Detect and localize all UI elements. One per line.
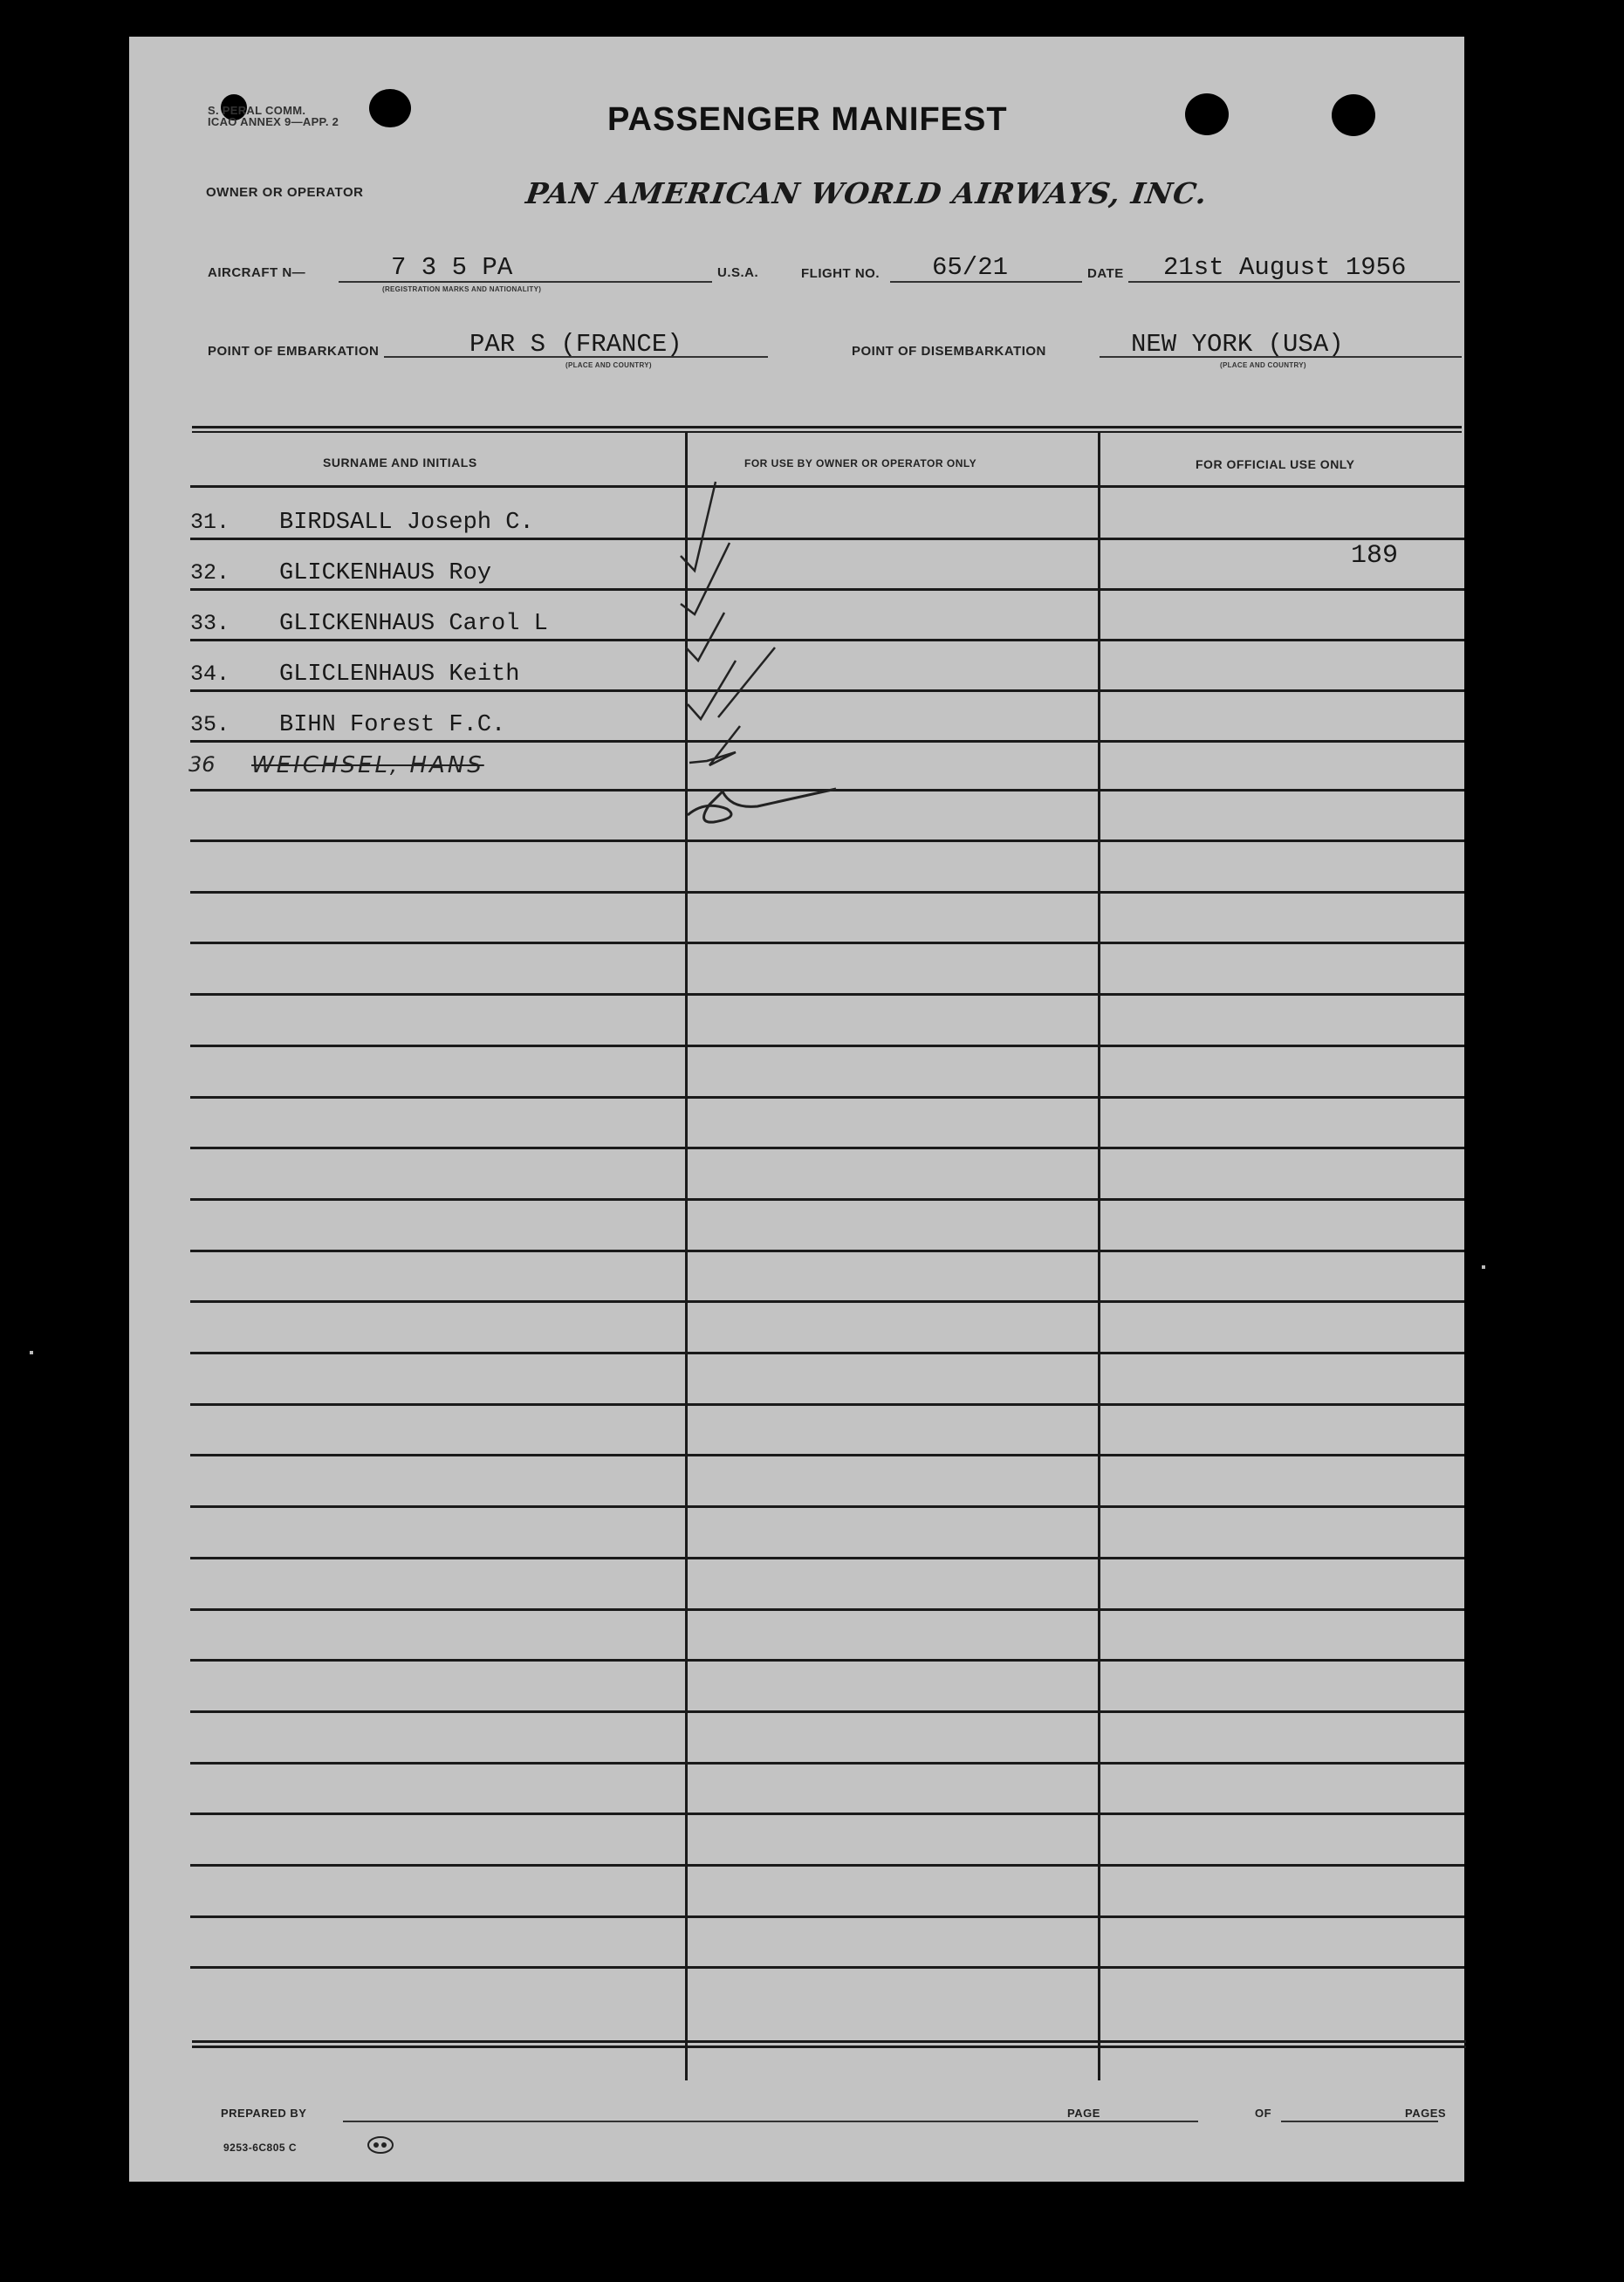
table-top-rule: [192, 426, 1462, 428]
embark-value: PAR S (FRANCE): [469, 330, 682, 359]
row-rule: [190, 1557, 1464, 1559]
scan-speck: [1482, 1265, 1485, 1269]
row-rule: [190, 1454, 1464, 1456]
prepared-by-underline: [343, 2121, 1198, 2122]
check-mark-icon: [688, 648, 775, 719]
form-reference-line: ICAO ANNEX 9—APP. 2: [208, 115, 339, 128]
row-rule: [190, 1403, 1464, 1406]
table-top-rule-2: [192, 431, 1462, 433]
scan-speck: [30, 1351, 33, 1354]
row-rule: [190, 1250, 1464, 1252]
row-number: 36: [188, 752, 216, 777]
manifest-page: [129, 37, 1464, 2182]
row-rule: [190, 1198, 1464, 1201]
punch-hole-right-2: [1332, 94, 1375, 136]
passenger-name: BIRDSALL Joseph C.: [279, 510, 534, 536]
row-number: 31.: [190, 510, 230, 535]
page-label: PAGE: [1067, 2107, 1100, 2120]
row-rule: [190, 1352, 1464, 1354]
disembark-caption: (PLACE AND COUNTRY): [1220, 361, 1306, 369]
embark-caption: (PLACE AND COUNTRY): [565, 361, 652, 369]
row-rule: [190, 1045, 1464, 1047]
union-label-icon: [367, 2135, 394, 2155]
row-rule: [190, 1505, 1464, 1508]
punch-hole-right-1: [1185, 93, 1229, 135]
row-rule: [190, 1966, 1464, 1969]
flight-label: FLIGHT NO.: [801, 266, 880, 281]
row-number: 35.: [190, 712, 230, 737]
column-header-surname: SURNAME AND INITIALS: [323, 456, 477, 469]
flight-value: 65/21: [932, 253, 1009, 282]
registration-caption: (REGISTRATION MARKS AND NATIONALITY): [382, 285, 542, 293]
row-rule: [190, 1147, 1464, 1149]
passenger-name: GLICKENHAUS Roy: [279, 560, 492, 586]
row-number: 33.: [190, 611, 230, 636]
row-rule: [190, 1300, 1464, 1303]
of-underline: [1281, 2121, 1438, 2122]
punch-hole-left: [369, 89, 411, 127]
of-label: OF: [1255, 2107, 1272, 2120]
row-rule: [190, 1608, 1464, 1611]
form-reference: [208, 105, 339, 127]
check-mark-icon: [681, 482, 716, 571]
passenger-name: BIHN Forest F.C.: [279, 712, 506, 738]
row-rule: [190, 891, 1464, 894]
aircraft-label: AIRCRAFT N—: [208, 265, 306, 280]
row-number: 34.: [190, 661, 230, 687]
date-label: DATE: [1087, 266, 1124, 281]
form-reference-line: S. PERAL COMM.: [208, 104, 306, 117]
check-mark-icon: [686, 613, 724, 661]
official-note: 189: [1351, 541, 1399, 571]
row-rule: [190, 1813, 1464, 1815]
pages-label: PAGES: [1405, 2107, 1447, 2120]
row-rule: [190, 1096, 1464, 1099]
date-value: 21st August 1956: [1163, 253, 1407, 282]
scribble-icon: [688, 789, 836, 822]
column-divider-2: [1098, 431, 1100, 2080]
row-rule: [190, 839, 1464, 842]
row-rule: [190, 1762, 1464, 1765]
prepared-by-label: PREPARED BY: [221, 2107, 307, 2120]
table-bottom-rule: [192, 2040, 1466, 2043]
check-mark-icon: [689, 726, 740, 765]
column-header-official: FOR OFFICIAL USE ONLY: [1196, 457, 1355, 471]
page-title: PASSENGER MANIFEST: [607, 101, 1008, 138]
row-rule: [190, 1915, 1464, 1918]
owner-value: PAN AMERICAN WORLD AIRWAYS, INC.: [524, 176, 1210, 210]
passenger-name-struck: WEICHSEL, HANS: [251, 752, 484, 778]
passenger-name: GLICKENHAUS Carol L: [279, 611, 548, 637]
form-number: 9253-6C805 C: [223, 2142, 298, 2154]
column-header-operator: FOR USE BY OWNER OR OPERATOR ONLY: [744, 457, 977, 469]
check-mark-icon: [681, 543, 730, 614]
owner-label: OWNER OR OPERATOR: [206, 185, 364, 200]
embark-label: POINT OF EMBARKATION: [208, 344, 380, 359]
passenger-name: GLICLENHAUS Keith: [279, 661, 520, 688]
row-number: 32.: [190, 560, 230, 586]
check-marks: [618, 473, 949, 839]
table-bottom-rule: [192, 2046, 1466, 2048]
usa-label: U.S.A.: [717, 265, 759, 280]
row-rule: [190, 1864, 1464, 1867]
row-rule: [190, 993, 1464, 996]
row-rule: [190, 1710, 1464, 1713]
row-rule: [190, 1659, 1464, 1662]
disembark-label: POINT OF DISEMBARKATION: [852, 344, 1046, 359]
disembark-value: NEW YORK (USA): [1131, 330, 1344, 359]
row-rule: [190, 942, 1464, 944]
aircraft-value: 7 3 5 PA: [391, 253, 513, 282]
